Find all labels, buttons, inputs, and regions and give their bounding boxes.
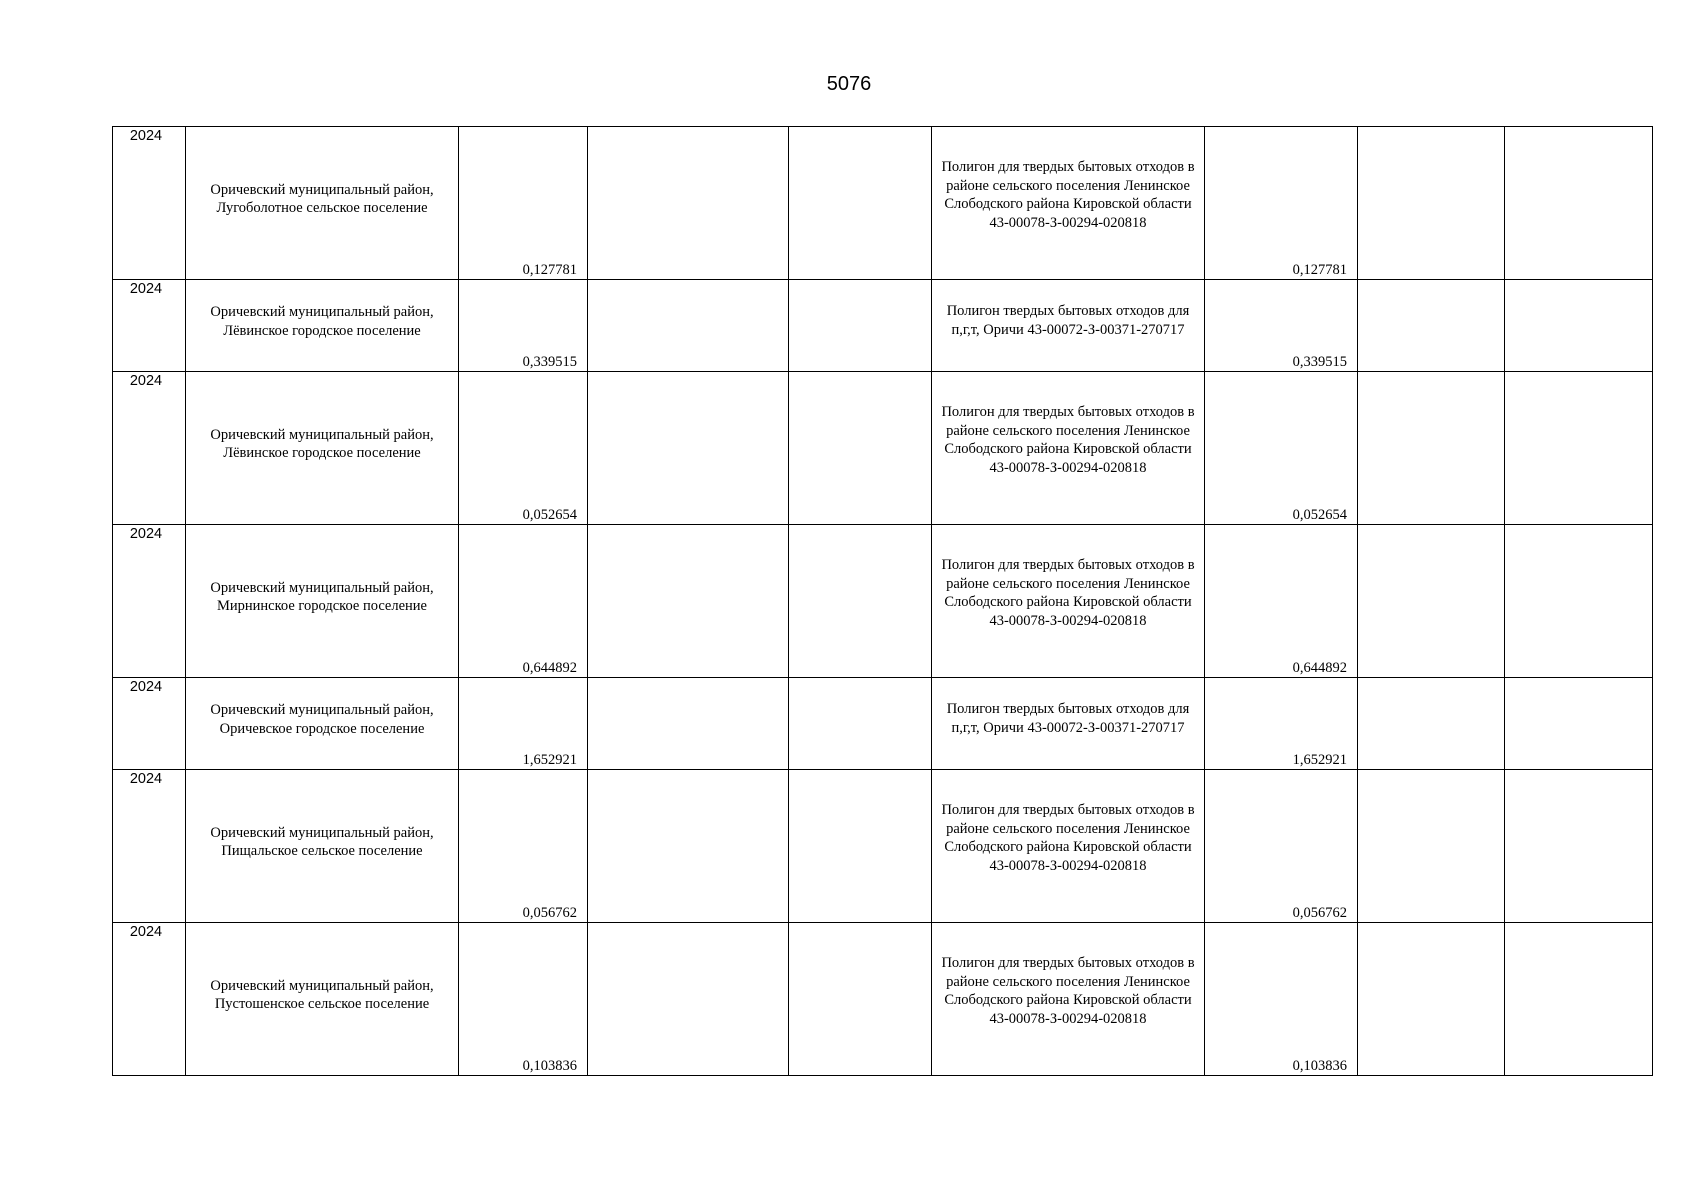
location-cell: [186, 525, 459, 678]
table-row: [113, 525, 1653, 678]
year-cell: 2024: [113, 127, 186, 280]
location-text: Оричевский муниципальный район, Мирнинское городское поселение: [210, 579, 434, 614]
empty-cell: [1505, 770, 1653, 923]
location-cell: [186, 770, 459, 923]
empty-cell: [789, 127, 932, 280]
value-cell: [459, 127, 588, 280]
value-text: 0,103836: [522, 1058, 577, 1074]
year-cell: 2024: [113, 678, 186, 770]
value-cell: [459, 372, 588, 525]
value-text: 0,056762: [522, 905, 577, 921]
site-value-cell: [1205, 678, 1358, 770]
site-text: Полигон для твердых бытовых отходов в районе сельского поселения Ленинское Слободского района Кировской области 43-00078-З-00294-020818: [941, 557, 1195, 629]
site-text: Полигон для твердых бытовых отходов в районе сельского поселения Ленинское Слободского района Кировской области 43-00078-З-00294-020818: [941, 159, 1195, 231]
value-cell: [459, 280, 588, 372]
site-cell: [932, 127, 1205, 280]
year-cell: 2024: [113, 923, 186, 1076]
empty-cell: [1505, 525, 1653, 678]
table-row: [113, 280, 1653, 372]
year-cell: 2024: [113, 525, 186, 678]
site-value-cell: [1205, 770, 1358, 923]
empty-cell: [1505, 127, 1653, 280]
value-text: 1,652921: [522, 752, 577, 768]
location-cell: [186, 678, 459, 770]
site-text: Полигон для твердых бытовых отходов в районе сельского поселения Ленинское Слободского района Кировской области 43-00078-З-00294-020818: [941, 802, 1195, 874]
value-cell: [459, 525, 588, 678]
location-cell: [186, 372, 459, 525]
site-value-text: 0,052654: [1292, 507, 1347, 523]
site-value-text: 0,127781: [1292, 262, 1347, 278]
empty-cell: [789, 678, 932, 770]
value-text: 0,052654: [522, 507, 577, 523]
value-text: 0,644892: [522, 660, 577, 676]
site-value-cell: [1205, 923, 1358, 1076]
site-value-cell: [1205, 372, 1358, 525]
site-cell: [932, 923, 1205, 1076]
site-value-cell: [1205, 525, 1358, 678]
empty-cell: [588, 127, 789, 280]
site-value-text: 0,056762: [1292, 905, 1347, 921]
empty-cell: [1358, 127, 1505, 280]
site-value-cell: [1205, 280, 1358, 372]
site-value-text: 0,103836: [1292, 1058, 1347, 1074]
empty-cell: [789, 923, 932, 1076]
site-text: Полигон твердых бытовых отходов для п,г,т, Оричи 43-00072-З-00371-270717: [946, 701, 1190, 736]
site-text: Полигон для твердых бытовых отходов в районе сельского поселения Ленинское Слободского района Кировской области 43-00078-З-00294-020818: [941, 404, 1195, 476]
empty-cell: [1358, 923, 1505, 1076]
empty-cell: [789, 770, 932, 923]
waste-table: [112, 126, 1653, 1076]
empty-cell: [789, 372, 932, 525]
site-value-text: 1,652921: [1292, 752, 1347, 768]
table-row: [113, 678, 1653, 770]
empty-cell: [588, 372, 789, 525]
site-text: Полигон твердых бытовых отходов для п,г,т, Оричи 43-00072-З-00371-270717: [946, 303, 1190, 338]
empty-cell: [1505, 372, 1653, 525]
site-cell: [932, 525, 1205, 678]
empty-cell: [789, 280, 932, 372]
value-cell: [459, 923, 588, 1076]
site-value-text: 0,644892: [1292, 660, 1347, 676]
empty-cell: [1505, 678, 1653, 770]
table-row: [113, 770, 1653, 923]
year-cell: 2024: [113, 770, 186, 923]
site-value-cell: [1205, 127, 1358, 280]
site-cell: [932, 678, 1205, 770]
empty-cell: [1358, 372, 1505, 525]
empty-cell: [1358, 525, 1505, 678]
table-row: [113, 372, 1653, 525]
value-cell: [459, 770, 588, 923]
site-text: Полигон для твердых бытовых отходов в районе сельского поселения Ленинское Слободского района Кировской области 43-00078-З-00294-020818: [941, 955, 1195, 1027]
location-text: Оричевский муниципальный район, Оричевское городское поселение: [210, 702, 434, 737]
location-cell: [186, 923, 459, 1076]
table-row: [113, 127, 1653, 280]
empty-cell: [789, 525, 932, 678]
value-text: 0,339515: [522, 354, 577, 370]
location-cell: [186, 127, 459, 280]
empty-cell: [1505, 923, 1653, 1076]
empty-cell: [1505, 280, 1653, 372]
location-text: Оричевский муниципальный район, Пустошенское сельское поселение: [210, 977, 434, 1012]
empty-cell: [588, 770, 789, 923]
location-text: Оричевский муниципальный район, Пищальское сельское поселение: [210, 824, 434, 859]
site-cell: [932, 372, 1205, 525]
year-cell: 2024: [113, 372, 186, 525]
page-number: 5076: [826, 73, 872, 95]
value-text: 0,127781: [522, 262, 577, 278]
empty-cell: [588, 280, 789, 372]
empty-cell: [1358, 280, 1505, 372]
value-cell: [459, 678, 588, 770]
location-text: Оричевский муниципальный район, Лёвинское городское поселение: [210, 426, 434, 461]
year-cell: 2024: [113, 280, 186, 372]
location-cell: [186, 280, 459, 372]
site-value-text: 0,339515: [1292, 354, 1347, 370]
empty-cell: [588, 923, 789, 1076]
empty-cell: [1358, 678, 1505, 770]
location-text: Оричевский муниципальный район, Лёвинское городское поселение: [210, 304, 434, 339]
empty-cell: [1358, 770, 1505, 923]
empty-cell: [588, 678, 789, 770]
site-cell: [932, 280, 1205, 372]
empty-cell: [588, 525, 789, 678]
site-cell: [932, 770, 1205, 923]
location-text: Оричевский муниципальный район, Лугоболотное сельское поселение: [210, 181, 434, 216]
table-row: [113, 923, 1653, 1076]
